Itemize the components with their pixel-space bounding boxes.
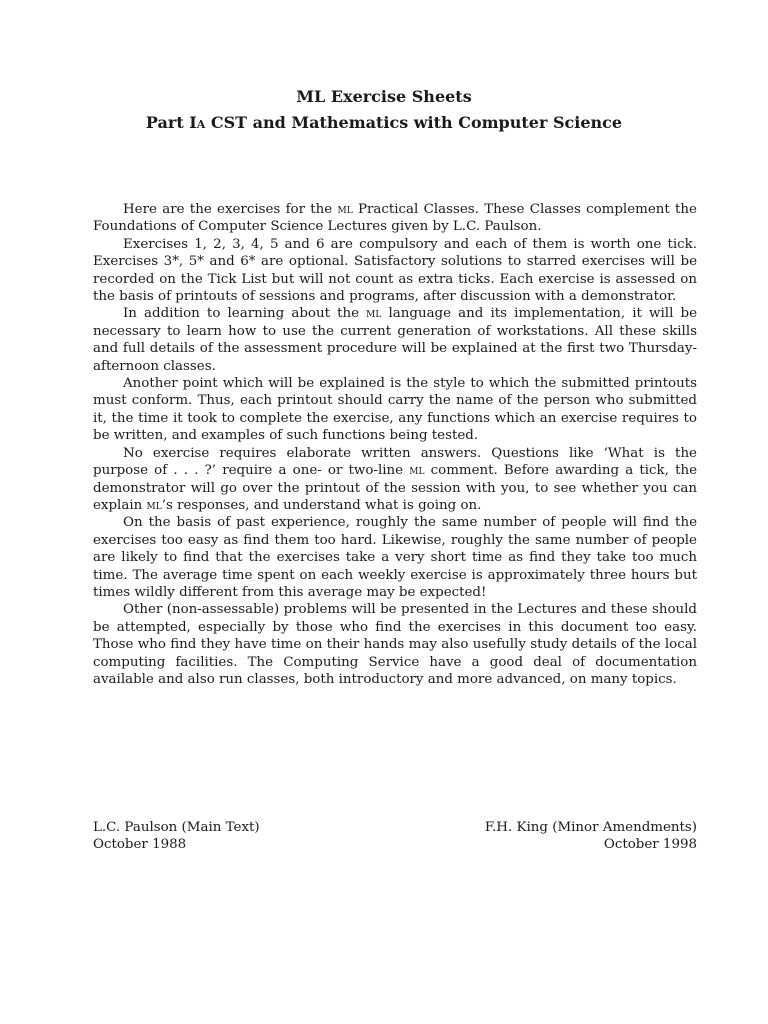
- paragraph-exercises: Exercises 1, 2, 3, 4, 5 and 6 are compulsory and each of them is worth one tick. Exercises 3*, 5* and 6* are optional. Satisfactory solutions to starred exercises will be recorded on the Tick List but will not count as extra ticks. Each exercise is assessed on the basis of printouts of sessions and programs, after discussion with a demonstrator.: [93, 236, 697, 305]
- paragraph-intro: Here are the exercises for the ml Practical Classes. These Classes complement the Foundations of Computer Science Lectures given by L.C. Paulson.: [93, 202, 697, 235]
- signature-right: [485, 819, 697, 854]
- paragraph-other-problems: Other (non-assessable) problems will be presented in the Lectures and these should be attempted, especially by those who find the exercises in this document too easy. Those who find they have time on their hands may also usefully study details of the local computing facilities. The Computing Service have a good deal of documentation available and also run classes, both introductory and more advanced, on many topics.: [93, 602, 697, 687]
- paragraph-written-answers: No exercise requires elaborate written answers. Questions like ‘What is the purpose of . . . ?’ require a one- or two-line ml comment. Before awarding a tick, the demonstrator will go over the printout of the session with you, to see whether you can explain ml’s responses, and understand what is going on.: [93, 445, 698, 513]
- page-title: ML Exercise Sheets: [296, 87, 472, 106]
- body-text: [93, 201, 697, 688]
- signature-left-date: October 1988: [93, 837, 187, 853]
- paragraph-workstations: In addition to learning about the ml language and its implementation, it will be necessary to learn how to use the current generation of workstations. All these skills and full details of the assessment procedure will be explained at the first two Thursday-afternoon classes.: [93, 306, 697, 374]
- paragraph-difficulty: On the basis of past experience, roughly the same number of people will find the exercises too easy as find them too hard. Likewise, roughly the same number of people are likely to find that the exercises take a very short time as find they take too much time. The average time spent on each weekly exercise is approximately three hours but times wildly different from this average may be expected!: [93, 515, 697, 600]
- signature-right-date: October 1998: [603, 837, 697, 853]
- signature-right-name: F.H. King (Minor Amendments): [484, 820, 697, 835]
- paragraph-printout-style: Another point which will be explained is the style to which the submitted printouts must conform. Thus, each printout should carry the name of the person who submitted it, the time it took to complete the exercise, any functions which an exercise requires to be written, and examples of such functions being tested.: [93, 376, 697, 444]
- signature-left: [93, 819, 260, 854]
- signature-left-name: L.C. Paulson (Main Text): [93, 820, 260, 835]
- page-subtitle: Part Ia CST and Mathematics with Computer Science: [145, 113, 623, 132]
